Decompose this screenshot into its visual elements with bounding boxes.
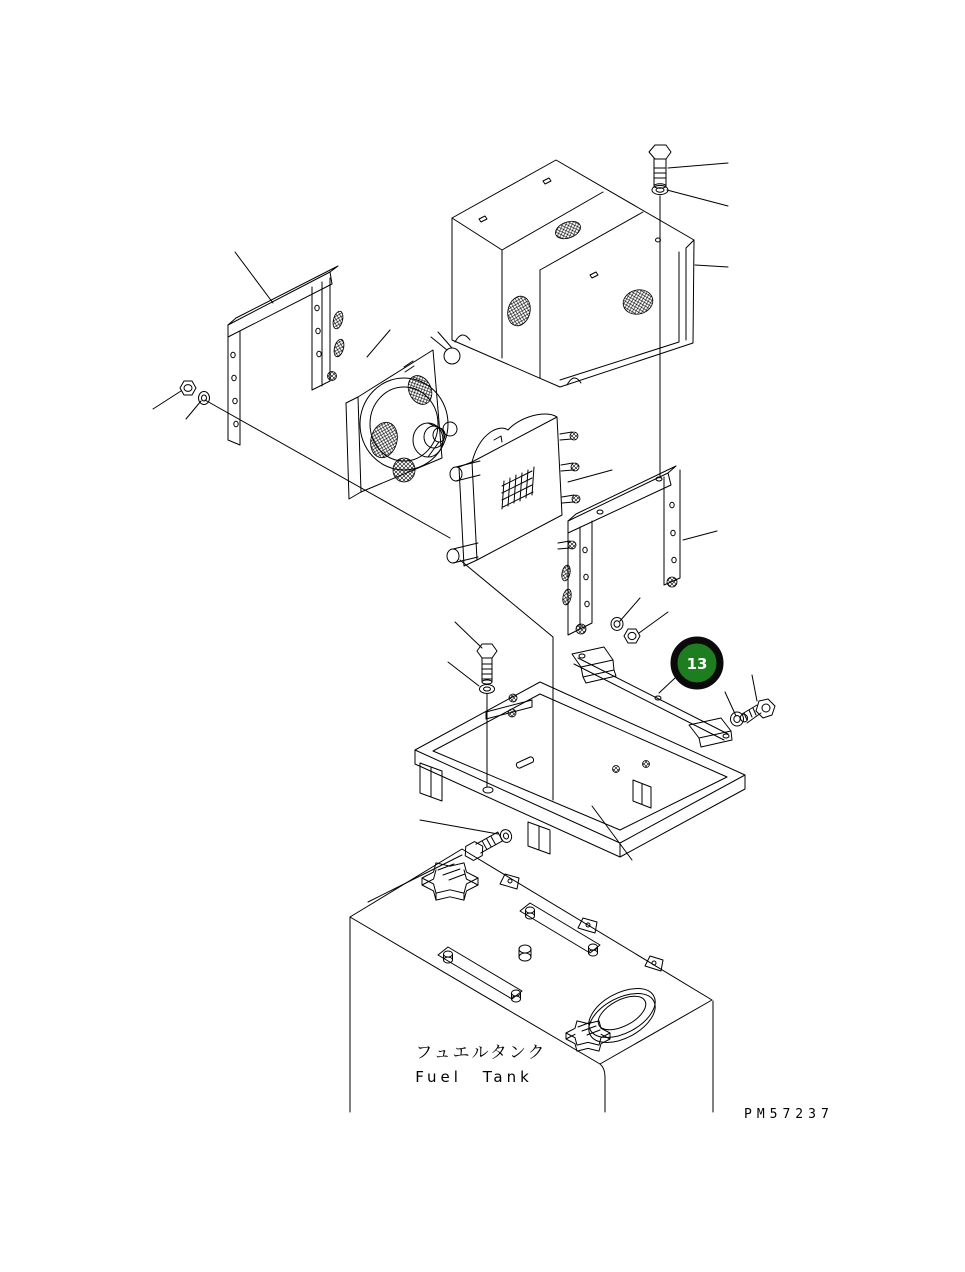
frame-foot xyxy=(633,780,651,808)
nut-end-icon xyxy=(667,577,677,587)
clip-icon xyxy=(331,310,344,330)
gauge-ring-icon xyxy=(581,978,663,1052)
bolt-end-icon xyxy=(328,372,337,381)
bracket-right xyxy=(560,466,680,635)
frame-foot xyxy=(528,822,550,854)
fuel-cap-rear-icon xyxy=(566,1021,610,1051)
bolt-lower xyxy=(461,829,504,862)
drawing-number: PM57237 xyxy=(744,1107,834,1122)
leader-lines xyxy=(153,163,757,902)
bracket-left xyxy=(228,266,346,445)
fan-blade-icon xyxy=(393,458,415,482)
tank-strip xyxy=(520,903,600,956)
stud-icon xyxy=(558,432,580,549)
bolt-frame xyxy=(477,644,497,684)
nut-right-bracket xyxy=(624,629,640,643)
fuel-tank-label-en: Fuel Tank xyxy=(415,1068,533,1086)
tank-plug-icon xyxy=(519,945,531,961)
clip-icon xyxy=(560,564,571,581)
washer-end-icon xyxy=(576,624,586,634)
frame-foot xyxy=(420,763,442,801)
callout-13[interactable] xyxy=(674,640,720,686)
fuel-tank-label-jp: フュエルタンク xyxy=(415,1043,547,1063)
vent-left-icon xyxy=(504,294,533,329)
mounting-bolt-top xyxy=(649,145,671,188)
vent-top-icon xyxy=(553,218,583,242)
fan-assembly xyxy=(346,332,460,499)
mounting-frame xyxy=(415,682,745,857)
core-fins-icon xyxy=(502,467,534,509)
clip-icon xyxy=(561,588,572,605)
clip-icon xyxy=(332,338,345,358)
washer-frame xyxy=(480,685,495,694)
fan-blade-icon xyxy=(367,419,401,461)
washer-top xyxy=(652,185,668,194)
nut-left xyxy=(180,381,196,395)
callout-13-number: 13 xyxy=(686,655,708,673)
bolt-strap xyxy=(739,699,775,723)
vent-right-icon xyxy=(620,287,655,318)
oil-cooler xyxy=(447,414,580,566)
